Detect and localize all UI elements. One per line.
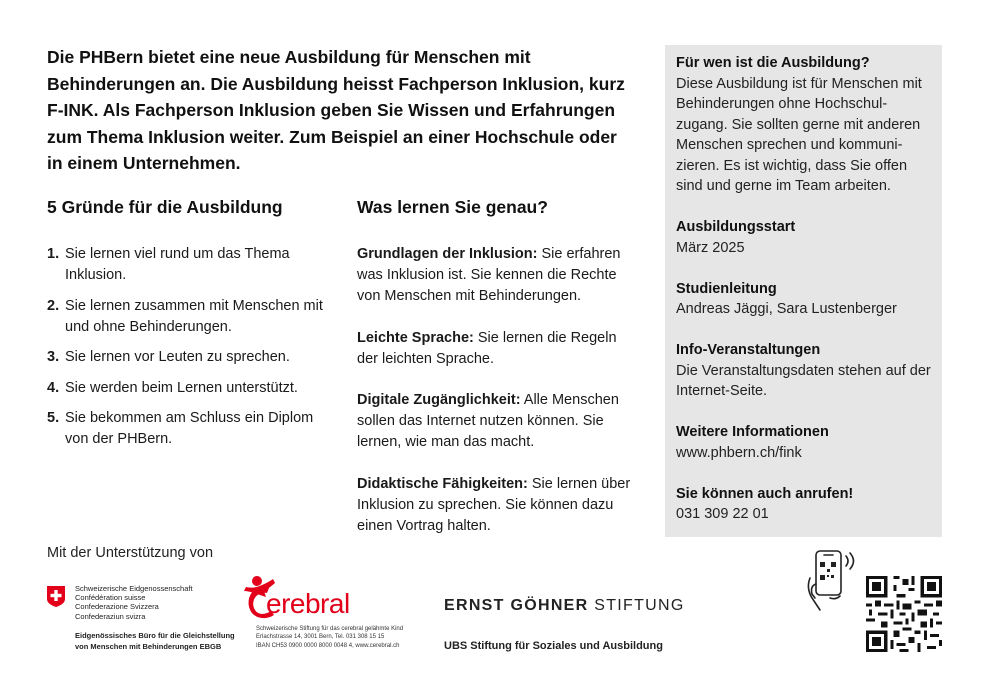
swiss-name: Confederazione Svizzera: [75, 602, 159, 612]
info-heading: Weitere Informationen: [676, 424, 829, 440]
swiss-name: Confederaziun svizra: [75, 611, 146, 621]
info-start: [676, 217, 932, 258]
learn-item: [357, 474, 632, 537]
list-item: [47, 408, 327, 450]
qr-code-icon[interactable]: [866, 576, 942, 652]
goehner-rest: STIFTUNG: [588, 597, 685, 614]
list-item: [47, 244, 327, 286]
learn-item-heading: Leichte Sprache:: [357, 329, 474, 346]
learn-item-text: Sie lernen die Regeln der leichten Sprache.: [357, 329, 617, 367]
info-heading: Sie können auch anrufen!: [676, 485, 854, 502]
learn-item-text: Alle Menschen sollen das Internet nutzen können. Sie lernen, wie man das macht.: [357, 392, 619, 450]
website-link[interactable]: www.phbern.ch/fink: [676, 444, 802, 461]
reasons-title: 5 Gründe für die Ausbildung: [47, 197, 283, 217]
info-heading: Ausbildungsstart: [676, 219, 796, 235]
support-label: Mit der Unterstützung von: [47, 545, 214, 561]
list-item: [47, 347, 327, 368]
cerebral-wordmark: erebral: [266, 588, 350, 619]
info-heading: Für wen ist die Ausbildung?: [676, 55, 870, 71]
info-events: [676, 340, 932, 402]
item-number: 2.: [47, 297, 60, 314]
learn-item: [357, 390, 632, 453]
learn-item-heading: Digitale Zugänglichkeit:: [357, 392, 521, 408]
item-text: Sie lernen zusammen mit Menschen mit und ohne Behinderungen.: [65, 297, 323, 335]
phone-number[interactable]: 031 309 22 01: [676, 506, 769, 522]
ubs-foundation-label: UBS Stiftung für Soziales und Ausbildung: [444, 640, 663, 652]
learn-section: [357, 244, 632, 557]
item-text: Sie lernen vor Leuten zu sprechen.: [65, 349, 290, 365]
info-heading: Info-Veranstaltungen: [676, 342, 821, 358]
list-item: [47, 378, 327, 399]
cerebral-line: IBAN CH53 0900 0000 8000 0048 4, www.cerebral.ch: [256, 642, 400, 649]
ernst-goehner-logo: [444, 597, 685, 615]
ebgb-label: [75, 631, 235, 652]
cerebral-line: Schweizerische Stiftung für das cerebral gelähmte Kind: [256, 626, 404, 632]
info-audience: [676, 53, 932, 197]
cerebral-logo: [242, 575, 442, 655]
info-box: [665, 45, 942, 537]
swiss-names: [75, 584, 193, 621]
reasons-list: [47, 244, 327, 460]
item-number: 4.: [47, 379, 60, 396]
info-text: Die Veranstaltungsdaten stehen auf der Internet-Seite.: [676, 362, 931, 399]
info-call: [676, 484, 932, 525]
swiss-name: Confédération suisse: [75, 593, 146, 603]
learn-item-text: Sie erfahren was Inklusion ist. Sie kennen die Rechte von Menschen mit Behinderungen.: [357, 246, 621, 304]
item-text: Sie lernen viel rund um das Thema Inklusion.: [65, 246, 290, 283]
item-number: 1.: [47, 246, 60, 262]
cerebral-line: Erlachstrasse 14, 3001 Bern, Tel. 031 308 15 15: [256, 634, 385, 641]
learn-title: Was lernen Sie genau?: [357, 197, 548, 217]
info-text: Diese Ausbildung ist für Menschen mit Behinderungen ohne Hochschul-zugang. Sie sollten gerne mit anderen Menschen sprechen und kommuni-zieren. Es ist wichtig, dass Sie offen sind und gerne im Team arbeiten.: [676, 75, 922, 194]
info-text: Andreas Jäggi, Sara Lustenberger: [676, 301, 897, 317]
learn-item-heading: Didaktische Fähigkeiten:: [357, 475, 528, 492]
learn-item: [357, 244, 632, 307]
item-number: 3.: [47, 349, 60, 365]
item-text: Sie bekommen am Schluss ein Diplom von der PHBern.: [65, 410, 314, 447]
swiss-cross-icon: [47, 586, 65, 607]
ebgb-line: von Menschen mit Behinderungen EBGB: [75, 641, 222, 651]
phone-scan-icon: [800, 548, 860, 614]
goehner-bold: ERNST GÖHNER: [444, 597, 589, 614]
info-more: [676, 422, 932, 463]
learn-item-text: Sie lernen über Inklusion zu sprechen. Sie können dazu einen Vortrag halten.: [357, 475, 631, 534]
swiss-name: Schweizerische Eidgenossenschaft: [75, 584, 193, 593]
learn-item: [357, 328, 632, 370]
intro-text: Die PHBern bietet eine neue Ausbildung für Menschen mit Behinderungen an. Die Ausbildung heisst Fachperson Inklusion, kurz F-INK. Als Fachperson Inklusion geben Sie Wissen und Erfahrungen zum Thema Inklusion weiter. Zum Beispiel an einer Hochschule oder in einem Unternehmen.: [47, 47, 625, 173]
info-text: März 2025: [676, 239, 745, 256]
info-heading: Studienleitung: [676, 280, 777, 297]
item-number: 5.: [47, 410, 60, 426]
learn-item-heading: Grundlagen der Inklusion:: [357, 246, 538, 262]
cerebral-address: [256, 625, 403, 650]
item-text: Sie werden beim Lernen unterstützt.: [65, 379, 298, 396]
ebgb-line: Eidgenössisches Büro für die Gleichstellung: [75, 631, 235, 640]
list-item: [47, 296, 327, 338]
info-lead: [676, 279, 932, 320]
